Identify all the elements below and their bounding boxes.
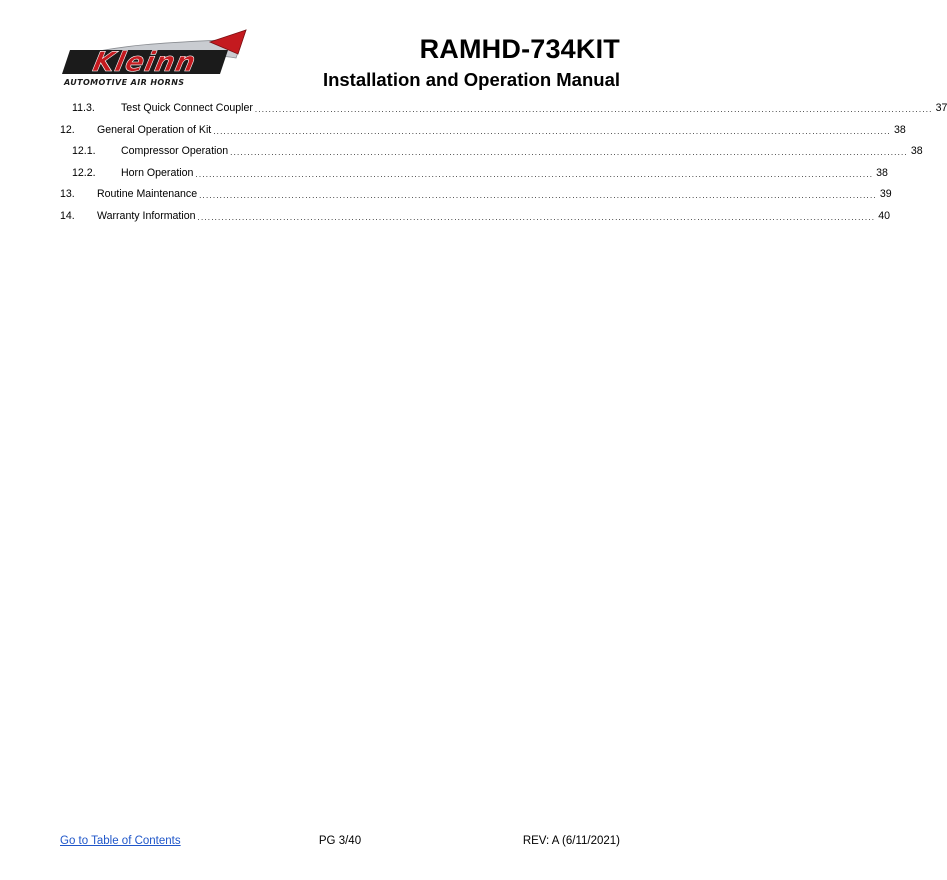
toc-entry-12-1[interactable] [60, 141, 923, 163]
logo-brand: Kleinn [90, 47, 199, 78]
toc-page-number: 38 [910, 145, 923, 158]
document-subtitle: Installation and Operation Manual [322, 69, 620, 90]
kleinn-logo [60, 28, 250, 90]
toc-label: General Operation of Kit [97, 123, 212, 136]
go-to-toc-link[interactable]: Go to Table of Contents [60, 835, 181, 847]
toc-entry-11-3[interactable] [60, 98, 947, 120]
toc-label: Test Quick Connect Coupler [121, 102, 253, 114]
toc-entry-12-2[interactable] [60, 163, 888, 185]
toc-page-number: 38 [893, 123, 906, 136]
footer-revision: REV: A (6/11/2021) [522, 835, 620, 847]
toc-leader-dots: ...................................................................................................................................................................................................... [195, 169, 874, 179]
toc-label: Compressor Operation [121, 145, 229, 158]
toc-page-number: 38 [876, 166, 888, 179]
table-of-contents [60, 98, 947, 228]
toc-label: Warranty Information [97, 209, 196, 222]
toc-number: 13. [60, 188, 75, 201]
toc-number: 12.1. [72, 145, 96, 158]
toc-leader-dots: ...................................................................................................................................................................................................... [197, 212, 876, 222]
toc-page-number: 37 [935, 102, 947, 114]
toc-leader-dots: ...................................................................................................................................................................................................... [213, 126, 891, 136]
toc-entry-12[interactable] [60, 120, 906, 142]
toc-page-number: 39 [879, 188, 892, 201]
logo-tagline: AUTOMOTIVE AIR HORNS [64, 78, 185, 87]
toc-leader-dots: ...................................................................................................................................................................................................... [230, 148, 908, 158]
toc-number: 12.2. [72, 166, 96, 179]
toc-label: Horn Operation [121, 166, 194, 179]
toc-entry-14[interactable] [60, 206, 890, 228]
toc-leader-dots: ...................................................................................................................................................................................................... [199, 191, 877, 201]
toc-number: 11.3. [72, 102, 95, 114]
toc-number: 12. [60, 123, 75, 136]
toc-label: Routine Maintenance [97, 188, 198, 201]
document-title: RAMHD-734KIT [419, 34, 620, 64]
toc-page-number: 40 [878, 209, 890, 222]
toc-entry-13[interactable] [60, 184, 892, 206]
toc-number: 14. [60, 209, 75, 222]
toc-leader-dots: ...................................................................................................................................................................................................... [254, 105, 933, 114]
footer-page-number: PG 3/40 [318, 835, 362, 847]
